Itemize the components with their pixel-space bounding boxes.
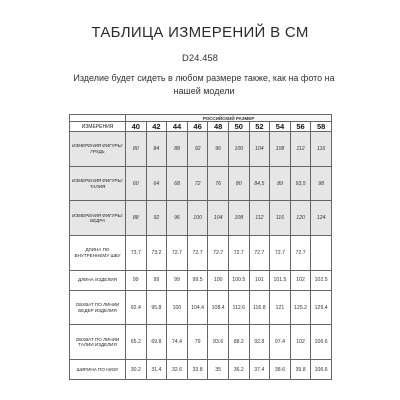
table-cell: 121 [270, 290, 291, 325]
size-header-cell: 40 [126, 122, 147, 132]
table-cell: 102.5 [311, 270, 332, 290]
table-cell: 99.5 [187, 270, 208, 290]
size-header-cell: 42 [146, 122, 167, 132]
table-cell: 33.8 [187, 360, 208, 380]
table-cell: 73.2 [146, 236, 167, 271]
size-header-cell: 58 [311, 122, 332, 132]
size-table-header-row [70, 122, 332, 132]
table-row [70, 166, 332, 201]
table-row [70, 236, 332, 271]
table-row [70, 290, 332, 325]
table-cell: 84 [146, 132, 167, 167]
table-cell: 72.7 [167, 236, 188, 271]
table-cell: 108 [228, 201, 249, 236]
size-header-cell: 50 [228, 122, 249, 132]
table-cell: 64 [146, 166, 167, 201]
table-cell: 98 [311, 166, 332, 201]
table-cell: 72.7 [208, 236, 229, 271]
table-cell: 83.6 [208, 325, 229, 360]
table-cell: 35 [208, 360, 229, 380]
table-cell: 72.7 [249, 236, 270, 271]
table-cell: 37.4 [249, 360, 270, 380]
row-label: ДЛИНА ИЗДЕЛИЯ [70, 270, 126, 290]
table-cell: 72 [187, 166, 208, 201]
table-cell: 32.6 [167, 360, 188, 380]
table-cell: 99 [146, 270, 167, 290]
table-cell: 88 [126, 201, 147, 236]
table-row [70, 132, 332, 167]
row-label: ДЛИНА ПО ВНУТРЕННЕМУ ШВУ [70, 236, 126, 271]
table-cell: 116 [311, 132, 332, 167]
table-cell: 100 [167, 290, 188, 325]
table-cell: 72.7 [290, 236, 311, 271]
measurements-header: ИЗМЕРЕНИЯ [70, 122, 126, 132]
table-cell: 116 [270, 201, 291, 236]
table-cell: 104 [249, 132, 270, 167]
size-table [69, 114, 332, 380]
table-cell: 124 [311, 201, 332, 236]
table-cell: 99 [167, 270, 188, 290]
size-table-corner [70, 115, 126, 122]
table-cell: 106.6 [311, 325, 332, 360]
table-row [70, 325, 332, 360]
russian-size-header: РОССИЙСКИЙ РАЗМЕР [126, 115, 332, 122]
table-cell: 104.4 [187, 290, 208, 325]
table-cell: 84,5 [249, 166, 270, 201]
table-cell: 102 [290, 270, 311, 290]
table-cell: 39.8 [290, 360, 311, 380]
table-row [70, 270, 332, 290]
table-cell: 68 [167, 166, 188, 201]
fit-note: Изделие будет сидеть в любом размере также, как на фото на нашей модели [73, 73, 335, 96]
table-cell: 79 [187, 325, 208, 360]
table-cell: 73.7 [126, 236, 147, 271]
table-cell: 112 [249, 201, 270, 236]
row-label: ШИРИНА ПО НИЗУ [70, 360, 126, 380]
table-cell: 97.4 [270, 325, 291, 360]
table-cell: 112.6 [228, 290, 249, 325]
table-cell: 102 [290, 325, 311, 360]
size-header-cell: 54 [270, 122, 291, 132]
table-cell: 72.7 [187, 236, 208, 271]
table-cell: 125.2 [290, 290, 311, 325]
table-cell: 65.2 [126, 325, 147, 360]
table-cell: 74.4 [167, 325, 188, 360]
table-cell: 96 [167, 201, 188, 236]
row-label: ИЗМЕРЕНИЯ ФИГУРЫ: ТАЛИЯ [70, 166, 126, 201]
table-cell: 93,5 [290, 166, 311, 201]
table-cell: 88.2 [228, 325, 249, 360]
table-cell: 104 [208, 201, 229, 236]
table-cell: 95.8 [146, 290, 167, 325]
table-cell: 92 [146, 201, 167, 236]
table-cell [311, 236, 332, 271]
row-label: ИЗМЕРЕНИЯ ФИГУРЫ: БЕДРА [70, 201, 126, 236]
row-label: ОБХВАТ ПО ЛИНИИ БЕДЕР ИЗДЕЛИЯ [70, 290, 126, 325]
table-row [70, 360, 332, 380]
row-label: ИЗМЕРЕНИЯ ФИГУРЫ: ГРУДЬ [70, 132, 126, 167]
row-label: ОБХВАТ ПО ЛИНИИ ТАЛИИ ИЗДЕЛИЯ [70, 325, 126, 360]
table-cell: 108 [270, 132, 291, 167]
table-cell: 88 [167, 132, 188, 167]
table-cell: 30.2 [126, 360, 147, 380]
size-header-cell: 52 [249, 122, 270, 132]
table-cell: 69.8 [146, 325, 167, 360]
table-cell: 100 [187, 201, 208, 236]
table-cell: 129.4 [311, 290, 332, 325]
table-cell: 72.7 [270, 236, 291, 271]
table-cell: 92 [187, 132, 208, 167]
size-header-cell: 56 [290, 122, 311, 132]
table-cell: 106.6 [311, 360, 332, 380]
table-cell: 116.8 [249, 290, 270, 325]
table-cell: 31.4 [146, 360, 167, 380]
table-cell: 80 [228, 166, 249, 201]
table-cell: 96 [208, 132, 229, 167]
table-cell: 92.8 [249, 325, 270, 360]
table-row [70, 201, 332, 236]
table-cell: 72.7 [228, 236, 249, 271]
size-header-cell: 48 [208, 122, 229, 132]
page-title: ТАБЛИЦА ИЗМЕРЕНИЙ В СМ [91, 24, 309, 41]
table-cell: 101 [249, 270, 270, 290]
table-cell: 112 [290, 132, 311, 167]
table-cell: 76 [208, 166, 229, 201]
table-cell: 100.5 [228, 270, 249, 290]
size-table-body [70, 132, 332, 380]
table-cell: 36.2 [228, 360, 249, 380]
table-cell: 60 [126, 166, 147, 201]
size-header-cell: 44 [167, 122, 188, 132]
table-cell: 80 [126, 132, 147, 167]
size-header-cell: 46 [187, 122, 208, 132]
table-cell: 89 [270, 166, 291, 201]
table-cell: 99 [126, 270, 147, 290]
table-cell: 101.5 [270, 270, 291, 290]
size-table-group-row [70, 115, 332, 122]
table-cell: 120 [290, 201, 311, 236]
article-number: D24.458 [182, 53, 218, 64]
table-cell: 92.4 [126, 290, 147, 325]
table-cell: 38.6 [270, 360, 291, 380]
table-cell: 108.4 [208, 290, 229, 325]
table-cell: 100 [208, 270, 229, 290]
table-cell: 100 [228, 132, 249, 167]
